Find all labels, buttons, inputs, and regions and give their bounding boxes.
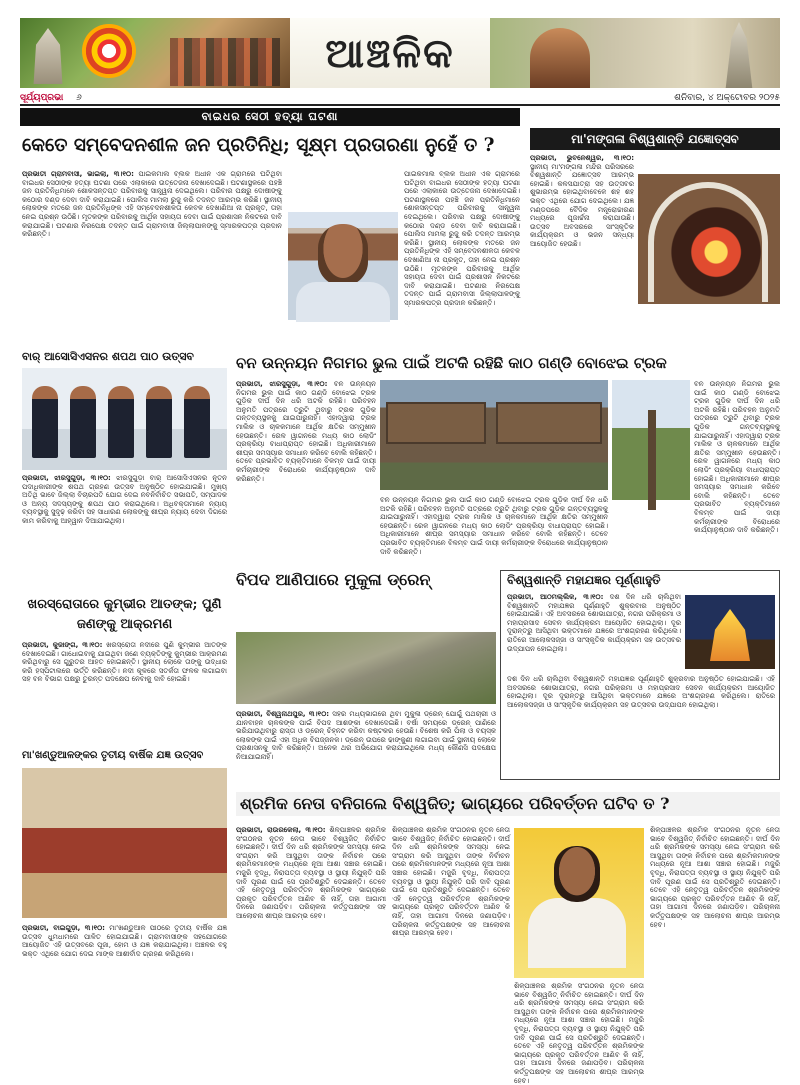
crocodile-body-text: ଖରସ୍ରୋତା ନଦୀରେ ପୁଣି କୁମ୍ଭୀର ଆତଙ୍କ ଦେଖାଦେଇଛି। ଗାଧୋଇବାକୁ ଯାଇଥିବା ଜଣେ ବ୍ୟକ୍ତିଙ୍କୁ କୁମ୍ଭୀର ଆକ୍ରମଣ କରିଥିବାରୁ ସେ ଗୁରୁତର ଆହତ ହୋଇଛନ୍ତି। ସ୍ଥାନୀୟ ଲୋକେ ତାଙ୍କୁ ଉଦ୍ଧାର କରି ହସ୍ପିଟାଲରେ ଭର୍ତ୍ତି କରିଛନ୍ତି। ନଦୀ କୂଳରେ ସତର୍କତା ଫଳକ ଲଗାଇବା ସହ ବନ ବିଭାଗ ପକ୍ଷରୁ ତୁରନ୍ତ ପଦକ୍ଷେପ ନେବାକୁ ଦାବି ହୋଇଛି। bbox=[22, 641, 227, 684]
temple-illustration bbox=[24, 28, 72, 84]
leader-portrait-photo bbox=[514, 828, 644, 978]
bar-association-story bbox=[22, 350, 227, 590]
lawyer-figure bbox=[108, 386, 134, 458]
lead-kicker: ବାଇଧର ସେଠୀ ହତ୍ୟା ଘଟଣା bbox=[201, 110, 339, 123]
crocodile-dateline: ପ୍ରଭାତୀ, କୁଜାଙ୍ଗ, ୩।୧୦: bbox=[22, 641, 103, 649]
forest-body-text-3: ବନ ଉନ୍ନୟନ ନିଗମର ଭୁଲ ପାଇଁ କାଠ ଗଣ୍ଡି ବୋଝେଇ ଟ୍ରକ ଗୁଡ଼ିକ ଦୀର୍ଘ ଦିନ ଧରି ଅଟକି ରହିଛି। ପରିବହନ ଅନୁମତି ପତ୍ରରେ ତ୍ରୁଟି ଥିବାରୁ ଟ୍ରକ ଗୁଡ଼ିକ ଗନ୍ତବ୍ୟସ୍ଥଳକୁ ଯାଇପାରୁନାହିଁ। ଏହାଦ୍ୱାରା ଟ୍ରକ ମାଲିକ ଓ ଚାଳକମାନେ ଆର୍ଥିକ କ୍ଷତିର ସମ୍ମୁଖୀନ ହେଉଛନ୍ତି। ରେଳ ୱାଗନରେ ମଧ୍ୟ କାଠ ଲୋଡିଂ ପ୍ରକ୍ରିୟା ବାଧାପ୍ରାପ୍ତ ହୋଇଛି। ଅଧିକାରୀମାନେ ଶୀଘ୍ର ସମସ୍ୟାର ସମାଧାନ କରିବେ ବୋଲି କହିଛନ୍ତି। ତେବେ ପ୍ରଭାବିତ ବ୍ୟକ୍ତିମାନେ ବିଳମ୍ବ ପାଇଁ ଦାୟୀ କର୍ମଚାରୀଙ୍କ ବିରୋଧରେ କାର୍ଯ୍ୟାନୁଷ୍ଠାନ ଦାବି କରିଛନ୍ତି। bbox=[694, 380, 780, 535]
lead-portrait-photo bbox=[288, 212, 398, 320]
tree-photo bbox=[612, 380, 690, 500]
goddess-idol-photo bbox=[638, 174, 780, 304]
lead-kicker-bar bbox=[20, 108, 520, 126]
leader-body bbox=[236, 826, 386, 1040]
leader-body-text: ଶିଳ୍ପାଞ୍ଚଳର ଶ୍ରମିକ ସଂଗଠନର ନୂତନ ନେତା ଭାବେ ବିଶ୍ୱଜିତ୍ ନିର୍ବାଚିତ ହୋଇଛନ୍ତି। ଦୀର୍ଘ ଦିନ ଧରି ଶ୍ରମିକଙ୍କ ସମସ୍ୟା ନେଇ ସଂଗ୍ରାମ କରି ଆସୁଥିବା ତାଙ୍କ ନିର୍ବାଚନ ପରେ ଶ୍ରମିକମାନଙ୍କ ମଧ୍ୟରେ ନୂଆ ଆଶା ସଞ୍ଚାର ହୋଇଛି। ମଜୁରି ବୃଦ୍ଧି, ନିରାପତ୍ତା ବ୍ୟବସ୍ଥା ଓ ସ୍ଥାୟୀ ନିଯୁକ୍ତି ପରି ଦାବି ପୂରଣ ପାଇଁ ସେ ପ୍ରତିଶ୍ରୁତି ଦେଇଛନ୍ତି। ତେବେ ଏହି ନେତୃତ୍ୱ ପରିବର୍ତ୍ତନ ଶ୍ରମିକଙ୍କ ଭାଗ୍ୟରେ ପ୍ରକୃତ ପରିବର୍ତ୍ତନ ଆଣିବ କି ନାହିଁ, ତାହା ଆଗାମୀ ଦିନରେ ଜଣାପଡ଼ିବ। ପରିଚାଳନା କର୍ତ୍ତୃପକ୍ଷଙ୍କ ସହ ଆଲୋଚନା ଶୀଘ୍ର ଆରମ୍ଭ ହେବ। bbox=[236, 826, 386, 920]
train-wagons-photo bbox=[380, 380, 608, 490]
forest-body-text: ବନ ଉନ୍ନୟନ ନିଗମର ଭୁଲ ପାଇଁ କାଠ ଗଣ୍ଡି ବୋଝେଇ ଟ୍ରକ ଗୁଡ଼ିକ ଦୀର୍ଘ ଦିନ ଧରି ଅଟକି ରହିଛି। ପରିବହନ ଅନୁମତି ପତ୍ରରେ ତ୍ରୁଟି ଥିବାରୁ ଟ୍ରକ ଗୁଡ଼ିକ ଗନ୍ତବ୍ୟସ୍ଥଳକୁ ଯାଇପାରୁନାହିଁ। ଏହାଦ୍ୱାରା ଟ୍ରକ ମାଲିକ ଓ ଚାଳକମାନେ ଆର୍ଥିକ କ୍ଷତିର ସମ୍ମୁଖୀନ ହେଉଛନ୍ତି। ରେଳ ୱାଗନରେ ମଧ୍ୟ କାଠ ଲୋଡିଂ ପ୍ରକ୍ରିୟା ବାଧାପ୍ରାପ୍ତ ହୋଇଛି। ଅଧିକାରୀମାନେ ଶୀଘ୍ର ସମସ୍ୟାର ସମାଧାନ କରିବେ ବୋଲି କହିଛନ୍ତି। ତେବେ ପ୍ରଭାବିତ ବ୍ୟକ୍ତିମାନେ ବିଳମ୍ବ ପାଇଁ ଦାୟୀ କର୍ମଚାରୀଙ୍କ ବିରୋଧରେ କାର୍ଯ୍ୟାନୁଷ୍ଠାନ ଦାବି କରିଛନ୍ତି। bbox=[236, 380, 376, 483]
mahayajna-story bbox=[500, 570, 780, 780]
lead-dateline: ପ୍ରଭାତୀ ଗ୍ରାମବାସୀ, ଭାଇଲା, ୩।୧୦: bbox=[22, 170, 134, 178]
mahayajna-headline: ବିଶ୍ୱଶାନ୍ତି ମହାଯଜ୍ଞର ପୂର୍ଣ୍ଣାହୁତି bbox=[507, 573, 661, 587]
drain-dateline: ପ୍ରଭାତୀ, ବିଶ୍ୱନାଥପୁର, ୩।୧୦: bbox=[236, 710, 330, 718]
leader-body-3 bbox=[514, 982, 644, 1085]
khandeswari-body-text: ମା'ଖଣ୍ଡୁଆଳ ପୀଠରେ ତୃତୀୟ ବାର୍ଷିକ ଯଜ୍ଞ ଉତ୍ସବ ଧୁମଧାମରେ ପାଳିତ ହୋଇଯାଇଛି। ଗ୍ରାମବାସୀଙ୍କ ସହଯୋଗରେ ଆୟୋଜିତ ଏହି ଉତ୍ସବରେ ପୂଜା, ହୋମ ଓ ଯଜ୍ଞ କରାଯାଇଥିଲା। ଅଞ୍ଚଳର ବହୁ ଭକ୍ତ ଏଥିରେ ଯୋଗ ଦେଇ ମାଙ୍କ ଆଶୀର୍ବାଦ ଗ୍ରହଣ କରିଥିଲେ। bbox=[22, 924, 227, 958]
lead-article-body bbox=[22, 170, 282, 330]
masthead-right-collage bbox=[490, 18, 780, 88]
mangala-body bbox=[530, 154, 634, 334]
leader-body-2 bbox=[392, 826, 510, 1040]
mangala-headline: ମା'ମଙ୍ଗଳା ବିଶ୍ୱଶାନ୍ତି ଯଜ୍ଞୋତ୍ସବ bbox=[530, 128, 780, 150]
issue-date: ଶନିବାର, ୪ ଅକ୍ଟୋବର ୨୦୨୫ bbox=[674, 93, 780, 103]
portrait-face bbox=[318, 224, 368, 286]
crocodile-story bbox=[22, 595, 227, 745]
mangala-body-text: ସ୍ଥାନୀୟ ମା'ମଙ୍ଗଳା ମନ୍ଦିର ପରିସରରେ ବିଶ୍ୱଶାନ୍ତି ଯଜ୍ଞୋତ୍ସବ ଆରମ୍ଭ ହୋଇଛି। କଳସଯାତ୍ରା ସହ ଉତ୍ସବର ଶୁଭାରମ୍ଭ ହୋଇଥିବାବେଳେ ଶହ ଶହ ଭକ୍ତ ଏଥିରେ ଯୋଗ ଦେଇଥିଲେ। ଯଜ୍ଞ ମଣ୍ଡପରେ ବୈଦିକ ମନ୍ତ୍ରୋଚ୍ଚାରଣ ମଧ୍ୟରେ ପୂଜାର୍ଚ୍ଚନା କରାଯାଉଛି। ଉତ୍ସବ ଅବସରରେ ସାଂସ୍କୃତିକ କାର୍ଯ୍ୟକ୍ରମ ଓ ଭଜନ ସନ୍ଧ୍ୟା ଆୟୋଜିତ ହେଉଛି। bbox=[530, 162, 634, 248]
khandeswari-story bbox=[22, 750, 227, 1040]
drain-body bbox=[236, 710, 496, 780]
temple-tower-illustration bbox=[720, 22, 758, 88]
newspaper-brand: ସୂର୍ଯ୍ୟପ୍ରଭା bbox=[20, 93, 64, 103]
mangala-yagya-story bbox=[530, 128, 780, 340]
khandeswari-headline: ମା'ଖଣ୍ଡୁଆଳଙ୍କର ତୃତୀୟ ବାର୍ଷିକ ଯଜ୍ଞ ଉତ୍ସବ bbox=[22, 750, 204, 761]
mahayajna-body-text: ଦଶ ଦିନ ଧରି ଚାଲିଥିବା ବିଶ୍ୱଶାନ୍ତି ମହାଯଜ୍ଞର ପୂର୍ଣ୍ଣାହୁତି ଶୁକ୍ରବାର ଅନୁଷ୍ଠିତ ହୋଇଯାଇଛି। ଏହି ଅବସରରେ ଶୋଭାଯାତ୍ରା, ନଗର ପରିକ୍ରମା ଓ ମହାପ୍ରସାଦ ସେବନ କାର୍ଯ୍ୟକ୍ରମ ଆୟୋଜିତ ହୋଇଥିଲା। ଦୂର ଦୂରାନ୍ତରୁ ଆସିଥିବା ଭକ୍ତମାନେ ଯଜ୍ଞରେ ଅଂଶଗ୍ରହଣ କରିଥିଲେ। ରାତିରେ ଆଲୋକସଜ୍ଜା ଓ ସାଂସ୍କୃତିକ କାର୍ଯ୍ୟକ୍ରମ ସହ ଉତ୍ସବର ଉଦ୍ଯାପନ ହୋଇଥିଲା। bbox=[507, 593, 681, 653]
bar-assoc-dateline: ପ୍ରଭାତୀ, ଝାରସୁଗୁଡ଼ା, ୩।୧୦: bbox=[22, 474, 111, 482]
wagon bbox=[386, 402, 486, 444]
forest-body-text-2: ବନ ଉନ୍ନୟନ ନିଗମର ଭୁଲ ପାଇଁ କାଠ ଗଣ୍ଡି ବୋଝେଇ ଟ୍ରକ ଗୁଡ଼ିକ ଦୀର୍ଘ ଦିନ ଧରି ଅଟକି ରହିଛି। ପରିବହନ ଅନୁମତି ପତ୍ରରେ ତ୍ରୁଟି ଥିବାରୁ ଟ୍ରକ ଗୁଡ଼ିକ ଗନ୍ତବ୍ୟସ୍ଥଳକୁ ଯାଇପାରୁନାହିଁ। ଏହାଦ୍ୱାରା ଟ୍ରକ ମାଲିକ ଓ ଚାଳକମାନେ ଆର୍ଥିକ କ୍ଷତିର ସମ୍ମୁଖୀନ ହେଉଛନ୍ତି। ରେଳ ୱାଗନରେ ମଧ୍ୟ କାଠ ଲୋଡିଂ ପ୍ରକ୍ରିୟା ବାଧାପ୍ରାପ୍ତ ହୋଇଛି। ଅଧିକାରୀମାନେ ଶୀଘ୍ର ସମସ୍ୟାର ସମାଧାନ କରିବେ ବୋଲି କହିଛନ୍ତି। ତେବେ ପ୍ରଭାବିତ ବ୍ୟକ୍ତିମାନେ ବିଳମ୍ବ ପାଇଁ ଦାୟୀ କର୍ମଚାରୀଙ୍କ ବିରୋଧରେ କାର୍ଯ୍ୟାନୁଷ୍ଠାନ ଦାବି କରିଛନ୍ତି। bbox=[380, 496, 608, 556]
leader-shirt bbox=[528, 898, 626, 968]
lead-article-body-2 bbox=[404, 170, 520, 330]
mahayajna-body-text-2: ଦଶ ଦିନ ଧରି ଚାଲିଥିବା ବିଶ୍ୱଶାନ୍ତି ମହାଯଜ୍ଞର ପୂର୍ଣ୍ଣାହୁତି ଶୁକ୍ରବାର ଅନୁଷ୍ଠିତ ହୋଇଯାଇଛି। ଏହି ଅବସରରେ ଶୋଭାଯାତ୍ରା, ନଗର ପରିକ୍ରମା ଓ ମହାପ୍ରସାଦ ସେବନ କାର୍ଯ୍ୟକ୍ରମ ଆୟୋଜିତ ହୋଇଥିଲା। ଦୂର ଦୂରାନ୍ତରୁ ଆସିଥିବା ଭକ୍ତମାନେ ଯଜ୍ଞରେ ଅଂଶଗ୍ରହଣ କରିଥିଲେ। ରାତିରେ ଆଲୋକସଜ୍ଜା ଓ ସାଂସ୍କୃତିକ କାର୍ଯ୍ୟକ୍ରମ ସହ ଉତ୍ସବର ଉଦ୍ଯାପନ ହୋଇଥିଲା। bbox=[507, 675, 775, 709]
person-illustration bbox=[530, 28, 590, 88]
forest-body-2 bbox=[380, 496, 608, 560]
yagya-ritual-photo bbox=[22, 768, 227, 918]
lead-body-text-2: ପାଇକମାଲ ବ୍ଲକ ଅଧୀନ ଏକ ଗ୍ରାମରେ ଘଟିଥିବା ବାଇଧର ସେଠୀଙ୍କ ହତ୍ୟା ଘଟଣା ପରେ ଏଲାକାରେ ଉତ୍ତେଜନା ଦେଖାଦେଇଛି। ଘଟଣାସ୍ଥଳରେ ପହଞ୍ଚି ଜନ ପ୍ରତିନିଧିମାନେ ଶୋକସନ୍ତପ୍ତ ପରିବାରକୁ ସାନ୍ତ୍ୱନା ଦେଇଥିଲେ। ପରିବାର ପକ୍ଷରୁ ଦୋଷୀଙ୍କୁ କଠୋର ଦଣ୍ଡ ଦେବା ଦାବି କରାଯାଇଛି। ପୋଲିସ ମାମଲା ରୁଜୁ କରି ତଦନ୍ତ ଆରମ୍ଭ କରିଛି। ସ୍ଥାନୀୟ ଲୋକଙ୍କ ମତରେ ଜନ ପ୍ରତିନିଧିଙ୍କ ଏହି ସମ୍ବେଦନଶୀଳତା କେବଳ ଦେଖାଣିଆ ନା ପ୍ରକୃତ, ତାହା ନେଇ ପ୍ରଶ୍ନ ଉଠିଛି। ମୃତକଙ୍କ ପରିବାରକୁ ଆର୍ଥିକ ସହାୟତା ଦେବା ପାଇଁ ପ୍ରଶାସନ ନିକଟରେ ଦାବି କରାଯାଇଛି। ଘଟଣାର ନିରପେକ୍ଷ ତଦନ୍ତ ପାଇଁ ଗ୍ରାମବାସୀ ଜିଲ୍ଲାପାଳଙ୍କୁ ସ୍ମାରକପତ୍ର ପ୍ରଦାନ କରିଛନ୍ତି। bbox=[404, 170, 520, 307]
leader-face bbox=[554, 846, 600, 902]
drain-body-text: ସହର ମଧ୍ୟଭାଗରେ ଥିବା ମୁକୁଳା ଡ୍ରେନ୍ ଯୋଗୁଁ ପଥଚାରୀ ଓ ଯାନବାହନ ଚାଳକଙ୍କ ପାଇଁ ବିପଦ ଆଶଙ୍କା ଦେଖାଦେଇଛି। ବର୍ଷା ସମୟରେ ଡ୍ରେନ୍ ପାଣିରେ ଭରିଯାଉଥିବାରୁ ରାସ୍ତା ଓ ଡ୍ରେନ୍ ଚିହ୍ନଟ କରିବା କଷ୍ଟକର ହେଉଛି। ବିଶେଷ କରି ପିଲା ଓ ବୟସ୍କ ଲୋକଙ୍କ ପାଇଁ ଏହା ଅଧିକ ବିପଜ୍ଜନକ। ଡ୍ରେନ୍ ଉପରେ ଢାଙ୍କୁଣୀ ଲଗାଇବା ପାଇଁ ସ୍ଥାନୀୟ ଲୋକେ ପ୍ରଶାସନକୁ ଦାବି କରିଛନ୍ତି। ଅନେକ ଥର ଅଭିଯୋଗ କରାଯାଇଥିଲେ ମଧ୍ୟ କୌଣସି ପଦକ୍ଷେପ ନିଆଯାଇନାହିଁ। bbox=[236, 710, 496, 761]
leader-body-4 bbox=[650, 826, 780, 1040]
tree-trunk bbox=[648, 410, 656, 510]
lawyers-group-photo bbox=[22, 368, 227, 470]
mangala-dateline: ପ୍ରଭାତୀ, ଭୁବନେଶ୍ୱର, ୩।୧୦: bbox=[530, 154, 634, 162]
lawyer-figure bbox=[184, 386, 210, 458]
forest-dateline: ପ୍ରଭାତୀ, ଝାରସୁଗୁଡ଼ା, ୩।୧୦: bbox=[236, 380, 328, 388]
section-title-box bbox=[290, 18, 490, 88]
leader-body-text-2: ଶିଳ୍ପାଞ୍ଚଳର ଶ୍ରମିକ ସଂଗଠନର ନୂତନ ନେତା ଭାବେ ବିଶ୍ୱଜିତ୍ ନିର୍ବାଚିତ ହୋଇଛନ୍ତି। ଦୀର୍ଘ ଦିନ ଧରି ଶ୍ରମିକଙ୍କ ସମସ୍ୟା ନେଇ ସଂଗ୍ରାମ କରି ଆସୁଥିବା ତାଙ୍କ ନିର୍ବାଚନ ପରେ ଶ୍ରମିକମାନଙ୍କ ମଧ୍ୟରେ ନୂଆ ଆଶା ସଞ୍ଚାର ହୋଇଛି। ମଜୁରି ବୃଦ୍ଧି, ନିରାପତ୍ତା ବ୍ୟବସ୍ଥା ଓ ସ୍ଥାୟୀ ନିଯୁକ୍ତି ପରି ଦାବି ପୂରଣ ପାଇଁ ସେ ପ୍ରତିଶ୍ରୁତି ଦେଇଛନ୍ତି। ତେବେ ଏହି ନେତୃତ୍ୱ ପରିବର୍ତ୍ତନ ଶ୍ରମିକଙ୍କ ଭାଗ୍ୟରେ ପ୍ରକୃତ ପରିବର୍ତ୍ତନ ଆଣିବ କି ନାହିଁ, ତାହା ଆଗାମୀ ଦିନରେ ଜଣାପଡ଼ିବ। ପରିଚାଳନା କର୍ତ୍ତୃପକ୍ଷଙ୍କ ସହ ଆଲୋଚନା ଶୀଘ୍ର ଆରମ୍ଭ ହେବ। bbox=[392, 826, 510, 938]
forest-headline: ବନ ଉନ୍ନୟନ ନିଗମର ଭୁଲ ପାଇଁ ଅଟକି ରହିଛି କାଠ ଗଣ୍ଡି ବୋଝେଇ ଟ୍ରକ bbox=[236, 354, 667, 372]
lead-body-text: ପାଇକମାଲ ବ୍ଲକ ଅଧୀନ ଏକ ଗ୍ରାମରେ ଘଟିଥିବା ବାଇଧର ସେଠୀଙ୍କ ହତ୍ୟା ଘଟଣା ପରେ ଏଲାକାରେ ଉତ୍ତେଜନା ଦେଖାଦେଇଛି। ଘଟଣାସ୍ଥଳରେ ପହଞ୍ଚି ଜନ ପ୍ରତିନିଧିମାନେ ଶୋକସନ୍ତପ୍ତ ପରିବାରକୁ ସାନ୍ତ୍ୱନା ଦେଇଥିଲେ। ପରିବାର ପକ୍ଷରୁ ଦୋଷୀଙ୍କୁ କଠୋର ଦଣ୍ଡ ଦେବା ଦାବି କରାଯାଇଛି। ପୋଲିସ ମାମଲା ରୁଜୁ କରି ତଦନ୍ତ ଆରମ୍ଭ କରିଛି। ସ୍ଥାନୀୟ ଲୋକଙ୍କ ମତରେ ଜନ ପ୍ରତିନିଧିଙ୍କ ଏହି ସମ୍ବେଦନଶୀଳତା କେବଳ ଦେଖାଣିଆ ନା ପ୍ରକୃତ, ତାହା ନେଇ ପ୍ରଶ୍ନ ଉଠିଛି। ମୃତକଙ୍କ ପରିବାରକୁ ଆର୍ଥିକ ସହାୟତା ଦେବା ପାଇଁ ପ୍ରଶାସନ ନିକଟରେ ଦାବି କରାଯାଇଛି। ଘଟଣାର ନିରପେକ୍ଷ ତଦନ୍ତ ପାଇଁ ଗ୍ରାମବାସୀ ଜିଲ୍ଲାପାଳଙ୍କୁ ସ୍ମାରକପତ୍ର ପ୍ରଦାନ କରିଛନ୍ତି। bbox=[22, 170, 282, 239]
page-info-bar bbox=[20, 92, 780, 106]
khandeswari-dateline: ପ୍ରଭାତୀ, ବାଇଗୁଡ଼ା, ୩।୧୦: bbox=[22, 924, 105, 932]
mahayajna-body bbox=[507, 593, 681, 671]
bar-assoc-body bbox=[22, 474, 227, 586]
masthead-banner bbox=[20, 18, 780, 88]
mahayajna-dateline: ପ୍ରଭାତୀ, ଆଠମଲ୍ଲିକ, ୩।୧୦: bbox=[507, 593, 604, 601]
lawyer-figure bbox=[32, 386, 58, 458]
illuminated-shrine bbox=[705, 609, 755, 661]
section-title: ଆଞ୍ଚଳିକ bbox=[325, 29, 455, 77]
bar-assoc-body-text: ଝାରସୁଗୁଡ଼ା ବାର୍ ଆସୋସିଏସନର ନୂତନ ପଦାଧିକାରୀଙ୍କ ଶପଥ ଗ୍ରହଣ ଉତ୍ସବ ଅନୁଷ୍ଠିତ ହୋଇଯାଇଛି। ମୁଖ୍ୟ ଅତିଥି ଭାବେ ଜିଲ୍ଲା ବିଚାରପତି ଯୋଗ ଦେଇ ନବନିର୍ବାଚିତ ସଭାପତି, ସମ୍ପାଦକ ଓ ଅନ୍ୟ ସଦସ୍ୟଙ୍କୁ ଶପଥ ପାଠ କରାଇଥିଲେ। ଅଧିବକ୍ତାମାନେ ନ୍ୟାୟ ବ୍ୟବସ୍ଥାକୁ ସୁଦୃଢ଼ କରିବା ସହ ସାଧାରଣ ଲୋକଙ୍କୁ ଶୀଘ୍ର ନ୍ୟାୟ ଦେବା ଦିଗରେ କାମ କରିବାକୁ ଆହ୍ୱାନ ଦିଆଯାଇଥିଲା। bbox=[22, 474, 227, 525]
lead-headline: କେତେ ସମ୍ବେଦନଶୀଳ ଜନ ପ୍ରତିନିଧି; ସୂକ୍ଷ୍ମ ପ୍ରତାରଣା ନୁହେଁ ତ ? bbox=[22, 135, 495, 156]
forest-body bbox=[236, 380, 376, 530]
leader-body-text-4: ଶିଳ୍ପାଞ୍ଚଳର ଶ୍ରମିକ ସଂଗଠନର ନୂତନ ନେତା ଭାବେ ବିଶ୍ୱଜିତ୍ ନିର୍ବାଚିତ ହୋଇଛନ୍ତି। ଦୀର୍ଘ ଦିନ ଧରି ଶ୍ରମିକଙ୍କ ସମସ୍ୟା ନେଇ ସଂଗ୍ରାମ କରି ଆସୁଥିବା ତାଙ୍କ ନିର୍ବାଚନ ପରେ ଶ୍ରମିକମାନଙ୍କ ମଧ୍ୟରେ ନୂଆ ଆଶା ସଞ୍ଚାର ହୋଇଛି। ମଜୁରି ବୃଦ୍ଧି, ନିରାପତ୍ତା ବ୍ୟବସ୍ଥା ଓ ସ୍ଥାୟୀ ନିଯୁକ୍ତି ପରି ଦାବି ପୂରଣ ପାଇଁ ସେ ପ୍ରତିଶ୍ରୁତି ଦେଇଛନ୍ତି। ତେବେ ଏହି ନେତୃତ୍ୱ ପରିବର୍ତ୍ତନ ଶ୍ରମିକଙ୍କ ଭାଗ୍ୟରେ ପ୍ରକୃତ ପରିବର୍ତ୍ତନ ଆଣିବ କି ନାହିଁ, ତାହା ଆଗାମୀ ଦିନରେ ଜଣାପଡ଼ିବ। ପରିଚାଳନା କର୍ତ୍ତୃପକ୍ଷଙ୍କ ସହ ଆଲୋଚନା ଶୀଘ୍ର ଆରମ୍ଭ ହେବ। bbox=[650, 826, 780, 929]
leader-headline: ଶ୍ରମିକ ନେତା ବନିଗଲେ ବିଶ୍ୱଜିତ୍; ଭାଗ୍ୟରେ ପରିବର୍ତ୍ତନ ଘଟିବ ତ ? bbox=[236, 792, 780, 816]
portrait-shirt bbox=[296, 282, 390, 322]
lit-temple-photo bbox=[685, 595, 775, 669]
crocodile-headline: ଖରସ୍ରୋତାରେ କୁମ୍ଭୀର ଆତଙ୍କ; ପୁଣି ଜଣଙ୍କୁ ଆକ୍ରମଣ bbox=[27, 597, 222, 632]
forest-body-3 bbox=[694, 380, 780, 550]
masthead-left-collage bbox=[20, 18, 290, 88]
lawyer-figure bbox=[70, 386, 96, 458]
flower-mandala-illustration bbox=[82, 24, 136, 78]
bar-assoc-headline: ବାର୍ ଆସୋସିଏସନର ଶପଥ ପାଠ ଉତ୍ସବ bbox=[22, 350, 194, 363]
open-drain-photo bbox=[236, 632, 496, 704]
drain-story bbox=[236, 570, 496, 780]
crocodile-body bbox=[22, 641, 227, 741]
mahayajna-body-2 bbox=[507, 675, 775, 775]
wagon bbox=[496, 402, 602, 444]
lawyer-figure bbox=[146, 386, 172, 458]
leader-dateline: ପ୍ରଭାତୀ, ରାଉରକେଲା, ୩।୧୦: bbox=[236, 826, 326, 834]
page-number: ୬ bbox=[76, 93, 82, 103]
khandeswari-body bbox=[22, 924, 227, 1036]
leader-body-text-3: ଶିଳ୍ପାଞ୍ଚଳର ଶ୍ରମିକ ସଂଗଠନର ନୂତନ ନେତା ଭାବେ ବିଶ୍ୱଜିତ୍ ନିର୍ବାଚିତ ହୋଇଛନ୍ତି। ଦୀର୍ଘ ଦିନ ଧରି ଶ୍ରମିକଙ୍କ ସମସ୍ୟା ନେଇ ସଂଗ୍ରାମ କରି ଆସୁଥିବା ତାଙ୍କ ନିର୍ବାଚନ ପରେ ଶ୍ରମିକମାନଙ୍କ ମଧ୍ୟରେ ନୂଆ ଆଶା ସଞ୍ଚାର ହୋଇଛି। ମଜୁରି ବୃଦ୍ଧି, ନିରାପତ୍ତା ବ୍ୟବସ୍ଥା ଓ ସ୍ଥାୟୀ ନିଯୁକ୍ତି ପରି ଦାବି ପୂରଣ ପାଇଁ ସେ ପ୍ରତିଶ୍ରୁତି ଦେଇଛନ୍ତି। ତେବେ ଏହି ନେତୃତ୍ୱ ପରିବର୍ତ୍ତନ ଶ୍ରମିକଙ୍କ ଭାଗ୍ୟରେ ପ୍ରକୃତ ପରିବର୍ତ୍ତନ ଆଣିବ କି ନାହିଁ, ତାହା ଆଗାମୀ ଦିନରେ ଜଣାପଡ଼ିବ। ପରିଚାଳନା କର୍ତ୍ତୃପକ୍ଷଙ୍କ ସହ ଆଲୋଚନା ଶୀଘ୍ର ଆରମ୍ଭ ହେବ। bbox=[514, 982, 644, 1085]
drain-headline: ବିପଦ ଆଣିପାରେ ମୁକୁଳା ଡ୍ରେନ୍ bbox=[236, 570, 431, 589]
idol-arch bbox=[648, 182, 768, 302]
people-illustration bbox=[170, 38, 280, 86]
